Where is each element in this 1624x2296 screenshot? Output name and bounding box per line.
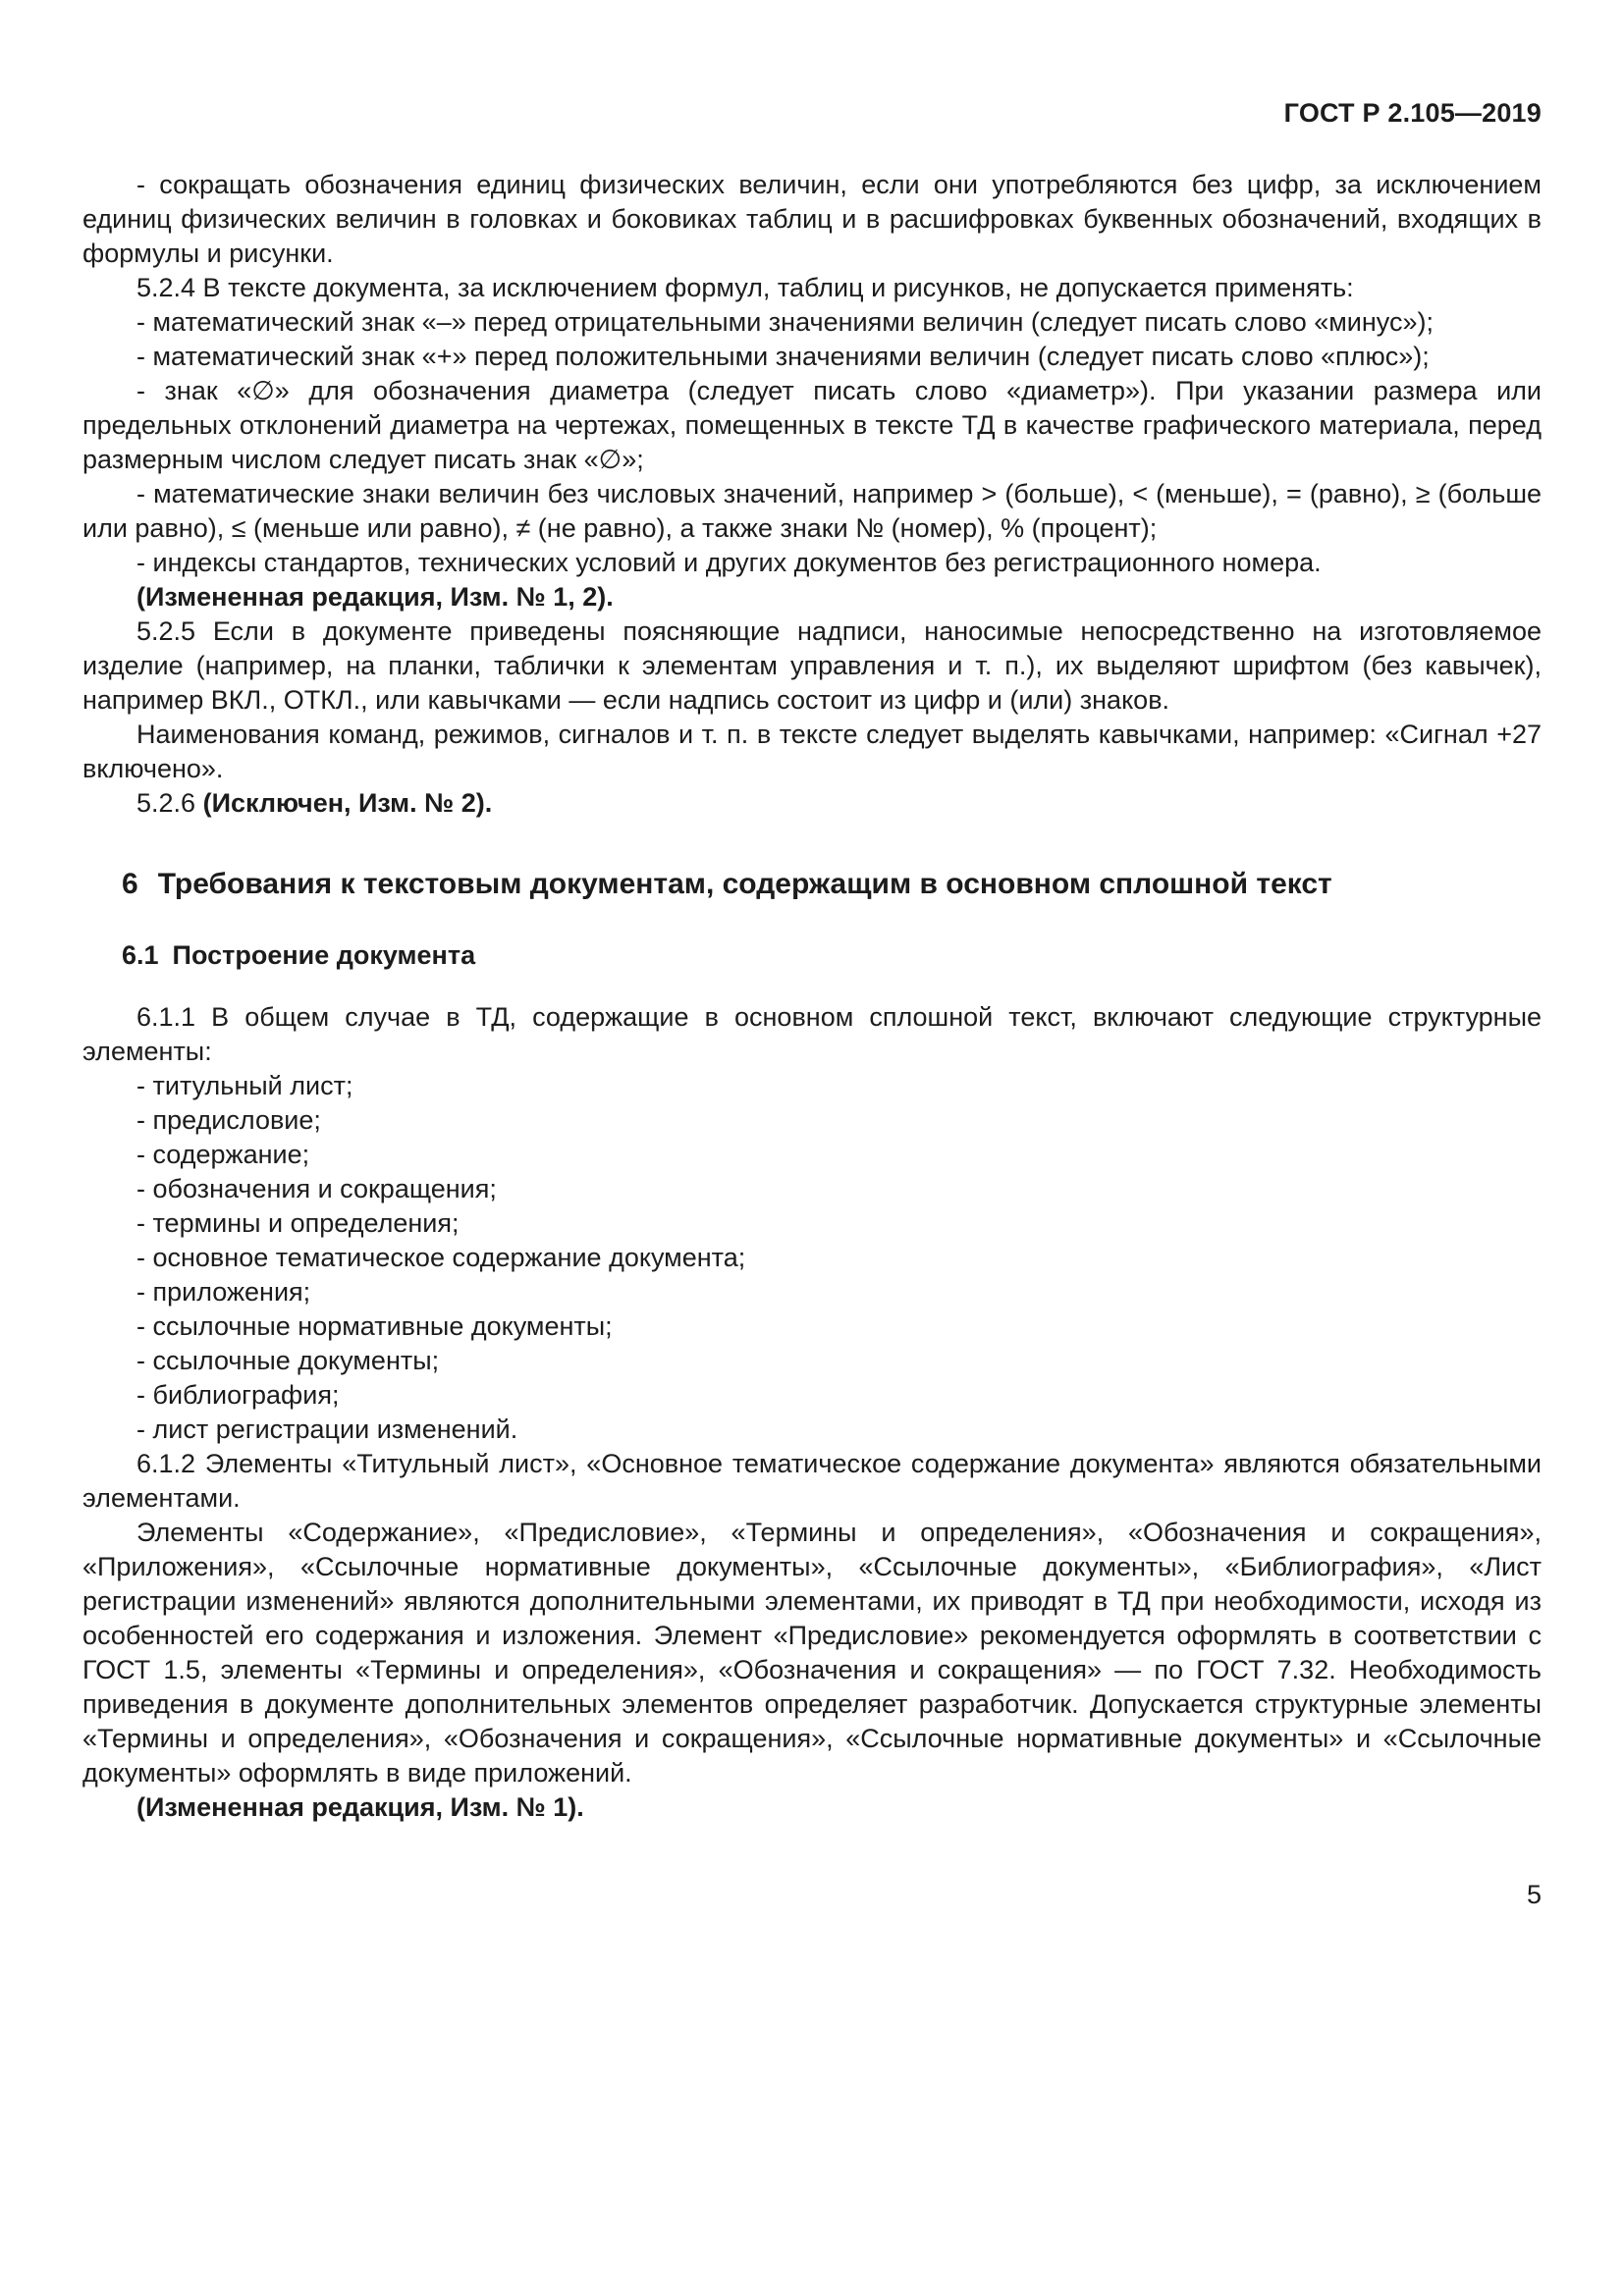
document-body: [82, 168, 1542, 1825]
doc-code-header: ГОСТ Р 2.105—2019: [1283, 98, 1542, 128]
paragraph: 6.1.1 В общем случае в ТД, содержащие в основном сплошной текст, включают следующие структурные элементы:: [82, 1002, 1542, 1066]
paragraph: [82, 786, 1542, 821]
amendment-note: (Измененная редакция, Изм. № 1).: [136, 1792, 584, 1822]
heading-number: 6: [122, 868, 138, 900]
paragraph: 6.1.2 Элементы «Титульный лист», «Основное тематическое содержание документа» являются обязательными элементами.: [82, 1449, 1542, 1513]
list-item: - индексы стандартов, технических условий и других документов без регистрационного номера.: [136, 548, 1322, 577]
amendment-note: (Измененная редакция, Изм. № 1, 2).: [136, 582, 614, 612]
page-content: [82, 0, 1542, 1910]
list-item: - математические знаки величин без числовых значений, например > (больше), < (меньше), = (равно), ≥ (больше или равно), ≤ (меньше или равно), ≠ (не равно), а также знаки № (номер), % (процент);: [82, 479, 1542, 543]
list-item: - математический знак «–» перед отрицательными значениями величин (следует писать слово «минус»);: [136, 307, 1434, 337]
list-item: - лист регистрации изменений.: [136, 1415, 518, 1444]
list-item: - термины и определения;: [136, 1208, 460, 1238]
list-item: - библиография;: [136, 1380, 340, 1410]
paragraph: 5.2.5 Если в документе приведены поясняющие надписи, наносимые непосредственно на изготовляемое изделие (например, на планки, таблички к элементам управления и т. п.), их выделяют шрифтом (без кавычек), например ВКЛ., ОТКЛ., или кавычками — если надпись состоит из цифр и (или) знаков.: [82, 616, 1542, 715]
list-item: - ссылочные документы;: [136, 1346, 440, 1375]
list-item: - обозначения и сокращения;: [136, 1174, 497, 1203]
list-item: - титульный лист;: [136, 1071, 353, 1100]
paragraph: - сокращать обозначения единиц физических величин, если они употребляются без цифр, за исключением единиц физических величин в головках и боковиках таблиц и в расшифровках буквенных обозначений, входящих в формулы и рисунки.: [82, 170, 1542, 268]
list-item: - знак «∅» для обозначения диаметра (следует писать слово «диаметр»). При указании размера или предельных отклонений диаметра на чертежах, помещенных в тексте ТД в качестве графического материала, перед размерным числом следует писать знак «∅»;: [82, 376, 1542, 474]
paragraph: 5.2.4 В тексте документа, за исключением формул, таблиц и рисунков, не допускается применять:: [136, 273, 1354, 302]
paragraph: Элементы «Содержание», «Предисловие», «Термины и определения», «Обозначения и сокращения», «Приложения», «Ссылочные нормативные документы», «Ссылочные документы», «Библиография», «Лист регистрации изменений» являются дополнительными элементами, их приводят в ТД при необходимости, исходя из особенностей его содержания и изложения. Элемент «Предисловие» рекомендуется оформлять в соответствии с ГОСТ 1.5, элементы «Термины и определения», «Обозначения и сокращения» — по ГОСТ 7.32. Необходимость приведения в документе дополнительных элементов определяет разработчик. Допускается структурные элементы «Термины и определения», «Обозначения и сокращения», «Ссылочные нормативные документы» и «Ссылочные документы» оформлять в виде приложений.: [82, 1518, 1542, 1788]
heading-text: Построение документа: [172, 940, 476, 970]
list-item: - предисловие;: [136, 1105, 321, 1135]
list-item: - математический знак «+» перед положительными значениями величин (следует писать слово «плюс»);: [136, 342, 1430, 371]
heading-number: 6.1: [122, 940, 159, 970]
subsection-heading: [122, 938, 1542, 973]
heading-text: Требования к текстовым документам, содержащим в основном сплошной текст: [157, 868, 1332, 900]
paragraph: Наименования команд, режимов, сигналов и т. п. в тексте следует выделять кавычками, например: «Сигнал +27 включено».: [82, 720, 1542, 783]
list-item: - ссылочные нормативные документы;: [136, 1311, 613, 1341]
page-number: 5: [1526, 1880, 1542, 1909]
list-item: - содержание;: [136, 1140, 310, 1169]
clause-number: 5.2.6: [136, 788, 196, 818]
section-heading: [122, 864, 1542, 905]
list-item: - приложения;: [136, 1277, 311, 1307]
list-item: - основное тематическое содержание документа;: [136, 1243, 746, 1272]
excluded-note: (Исключен, Изм. № 2).: [202, 788, 493, 818]
